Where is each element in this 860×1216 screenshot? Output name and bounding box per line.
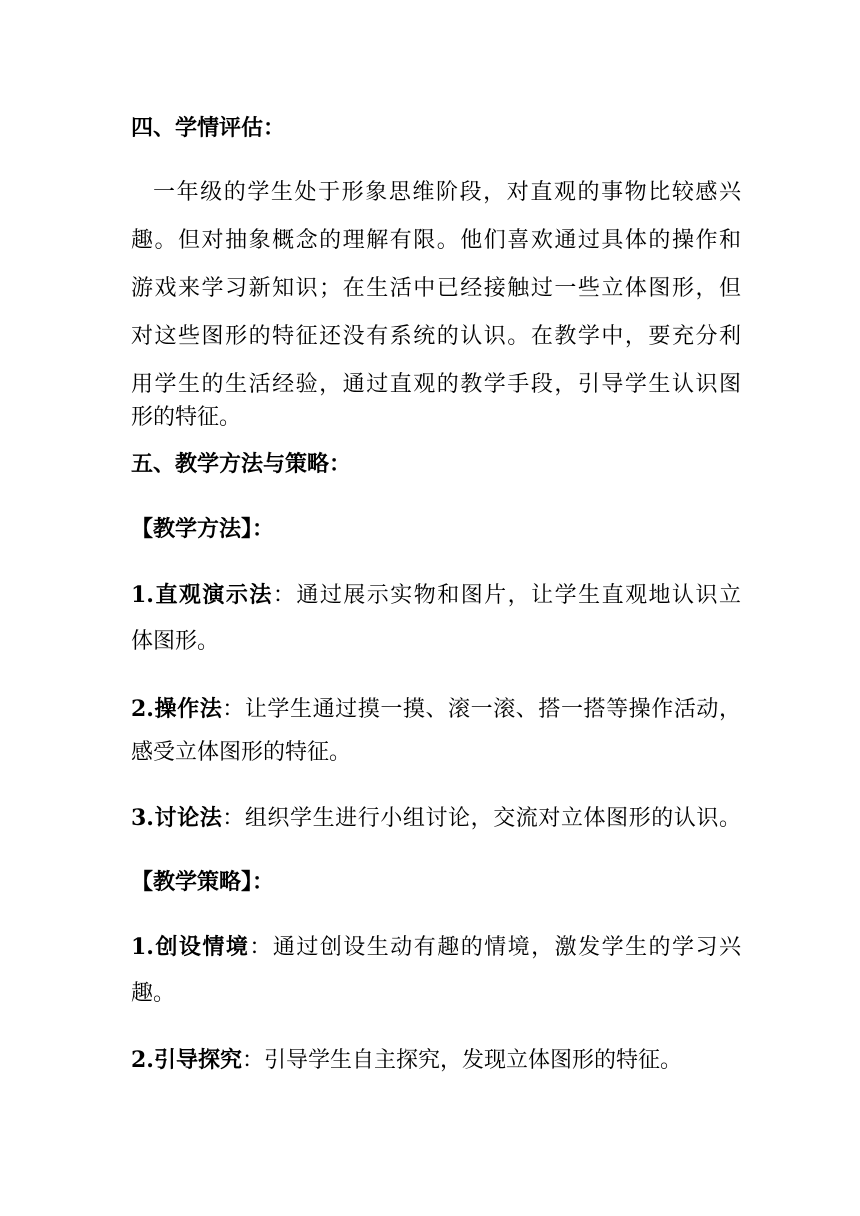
methods-label: 【教学方法】： (131, 516, 275, 542)
strategy-term: 1.创设情境 (131, 934, 250, 960)
method-term: 3.讨论法 (131, 805, 223, 831)
strategy-text: ：引导学生自主探究，发现立体图形的特征。 (241, 1048, 682, 1073)
method-item-1-continued: 体图形。 (131, 629, 220, 654)
method-term: 2.操作法 (131, 696, 223, 722)
strategy-text: ：通过创设生动有趣的情境，激发学生的学习兴 (249, 935, 741, 960)
method-text: ：组织学生进行小组讨论，交流对立体图形的认识。 (222, 806, 741, 831)
strategies-label: 【教学策略】： (131, 869, 275, 895)
paragraph-line: 形的特征。 (131, 405, 242, 430)
method-item-3 (131, 803, 741, 834)
strategy-item-2 (131, 1045, 741, 1076)
method-text: ：通过展示实物和图片，让学生直观地认识立 (272, 583, 741, 608)
strategy-item-1-continued: 趣。 (131, 981, 176, 1006)
paragraph-line: 一年级的学生处于形象思维阶段，对直观的事物比较感兴 (153, 180, 741, 205)
method-item-1 (131, 580, 741, 611)
paragraph-line: 用学生的生活经验，通过直观的教学手段，引导学生认识图 (131, 372, 741, 397)
paragraph-line: 对这些图形的特征还没有系统的认识。在教学中，要充分利 (131, 324, 741, 349)
section-heading-learning-assessment: 四、学情评估： (131, 115, 286, 141)
section-heading-teaching-methods: 五、教学方法与策略： (131, 451, 352, 477)
paragraph-line: 游戏来学习新知识；在生活中已经接触过一些立体图形，但 (131, 276, 741, 301)
strategy-item-1 (131, 932, 741, 963)
strategy-term: 2.引导探究 (131, 1047, 242, 1073)
method-term: 1.直观演示法 (131, 582, 273, 608)
paragraph-line: 趣。但对抽象概念的理解有限。他们喜欢通过具体的操作和 (131, 228, 741, 253)
method-text: ：让学生通过摸一摸、滚一滚、搭一搭等操作活动， (222, 697, 741, 722)
method-item-2 (131, 694, 741, 725)
method-item-2-continued: 感受立体图形的特征。 (131, 740, 352, 765)
